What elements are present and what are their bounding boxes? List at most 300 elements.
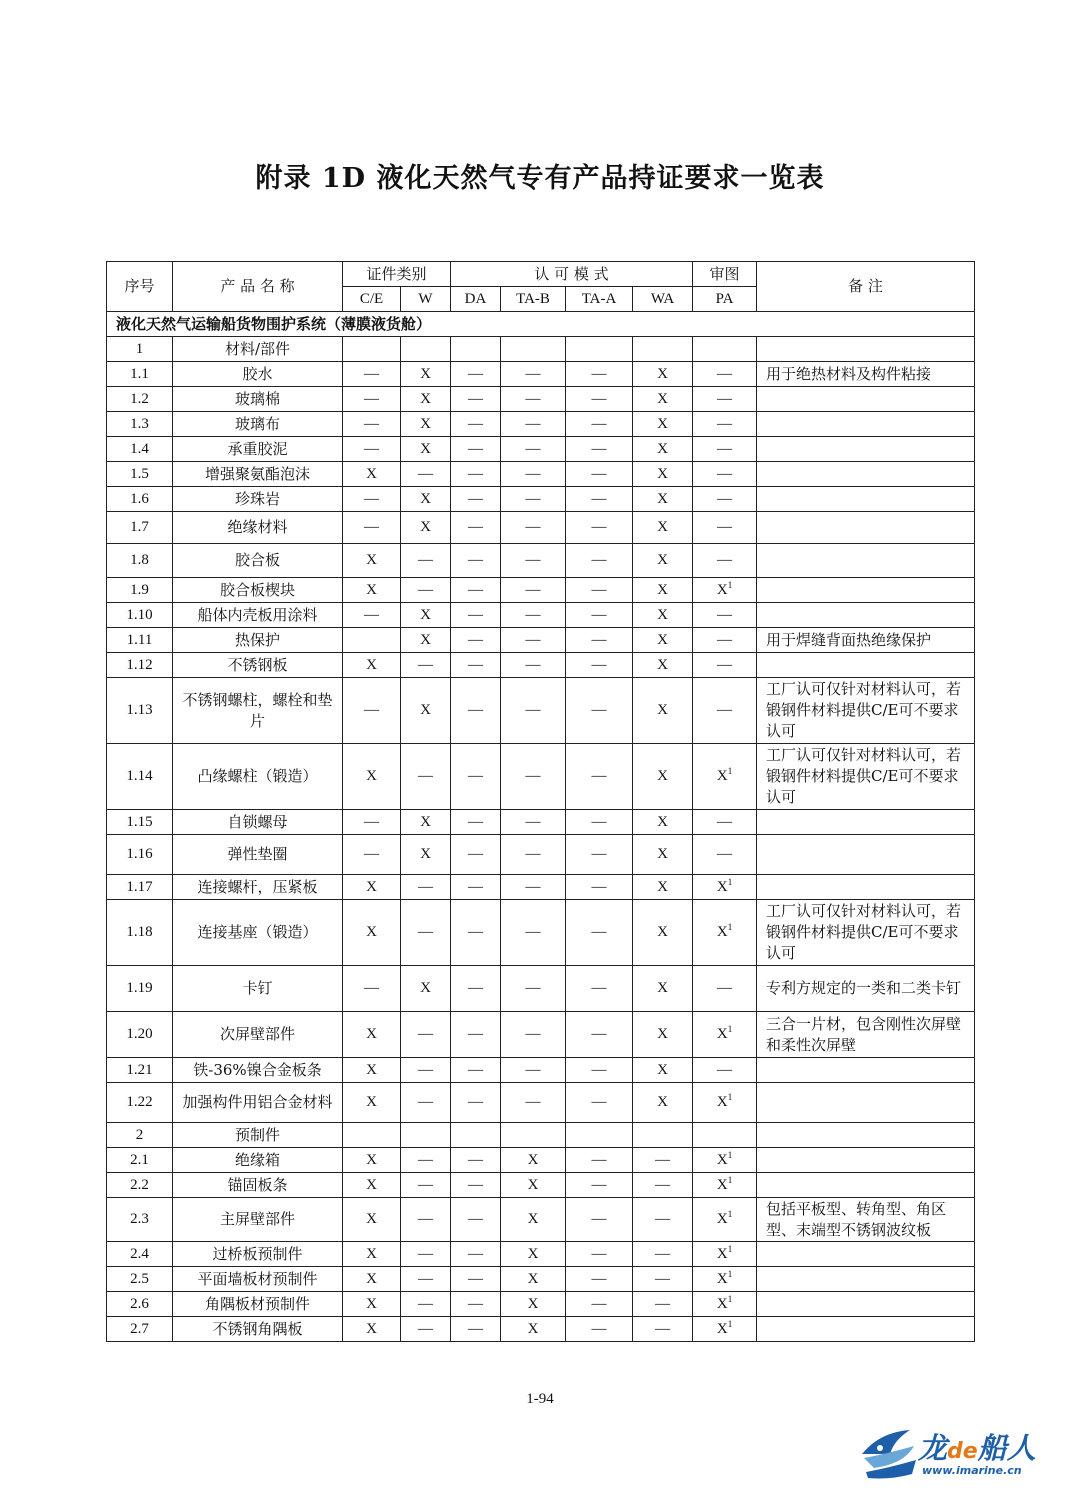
cell-taa: —: [566, 900, 633, 966]
cell-taa: —: [566, 603, 633, 628]
remarks-cell: [757, 512, 975, 544]
product-name: 铁-36%镍合金板条: [173, 1058, 343, 1083]
cell-pa: —: [693, 678, 757, 744]
section-title: 液化天然气运输船货物围护系统（薄膜液货舱）: [107, 312, 975, 337]
table-row: [107, 603, 975, 628]
row-number: 1.16: [107, 835, 173, 875]
product-name: 锚固板条: [173, 1173, 343, 1198]
cell-w: —: [401, 744, 451, 810]
row-number: 1.5: [107, 462, 173, 487]
cell-da: —: [451, 544, 501, 578]
remarks-cell: 工厂认可仅针对材料认可，若锻钢件材料提供C/E可不要求认可: [757, 900, 975, 966]
cell-da: —: [451, 653, 501, 678]
remarks-cell: [757, 487, 975, 512]
table-row: [107, 1012, 975, 1058]
cell-pa: —: [693, 487, 757, 512]
cell-pa: —: [693, 544, 757, 578]
cell-w: —: [401, 1173, 451, 1198]
cell-ce: X: [343, 875, 401, 900]
cell-wa: X: [633, 362, 693, 387]
row-number: 1.22: [107, 1083, 173, 1123]
cell-w: —: [401, 1148, 451, 1173]
footnote-mark: 1: [727, 1174, 733, 1185]
table-row: [107, 744, 975, 810]
cell-taa: —: [566, 462, 633, 487]
cell-tab: X: [501, 1267, 566, 1292]
cell-pa: $X^1$: [693, 578, 757, 603]
cell-ce: [343, 628, 401, 653]
cell-pa: —: [693, 966, 757, 1012]
cell-pa: —: [693, 512, 757, 544]
cell-taa: —: [566, 487, 633, 512]
table-row: [107, 1198, 975, 1242]
table-row: [107, 966, 975, 1012]
cell-da: —: [451, 1083, 501, 1123]
row-number: 1.17: [107, 875, 173, 900]
cell-tab: —: [501, 744, 566, 810]
cell-taa: —: [566, 544, 633, 578]
cell-tab: [501, 337, 566, 362]
row-number: 1.1: [107, 362, 173, 387]
table-row: [107, 462, 975, 487]
cell-ce: —: [343, 362, 401, 387]
cell-da: —: [451, 966, 501, 1012]
product-name: 连接螺杆，压紧板: [173, 875, 343, 900]
cell-da: —: [451, 603, 501, 628]
footnote-mark: 1: [727, 579, 733, 590]
logo-text: 龙de船人: [918, 1431, 1036, 1465]
row-number: 2.2: [107, 1173, 173, 1198]
cell-tab: X: [501, 1242, 566, 1267]
cell-da: —: [451, 362, 501, 387]
table-row: [107, 362, 975, 387]
cell-pa: —: [693, 810, 757, 835]
cell-ce: —: [343, 966, 401, 1012]
table-row: [107, 387, 975, 412]
product-name: 凸缘螺柱（锻造）: [173, 744, 343, 810]
cell-tab: —: [501, 900, 566, 966]
product-name: 胶合板: [173, 544, 343, 578]
cell-w: —: [401, 1012, 451, 1058]
cell-wa: X: [633, 653, 693, 678]
cell-w: X: [401, 512, 451, 544]
cell-w: X: [401, 835, 451, 875]
cell-w: X: [401, 966, 451, 1012]
row-number: 1.2: [107, 387, 173, 412]
product-name: 船体内壳板用涂料: [173, 603, 343, 628]
cell-da: —: [451, 462, 501, 487]
cell-da: —: [451, 900, 501, 966]
remarks-cell: 用于绝热材料及构件粘接: [757, 362, 975, 387]
cell-wa: X: [633, 1083, 693, 1123]
cell-da: —: [451, 1242, 501, 1267]
cell-wa: X: [633, 387, 693, 412]
row-number: 1.3: [107, 412, 173, 437]
cell-w: —: [401, 544, 451, 578]
cell-pa: —: [693, 362, 757, 387]
remarks-cell: [757, 1058, 975, 1083]
row-number: 1.21: [107, 1058, 173, 1083]
header-review: 审图: [693, 262, 757, 287]
remarks-cell: [757, 578, 975, 603]
cell-pa: —: [693, 462, 757, 487]
group-row: [107, 337, 975, 362]
cell-ce: X: [343, 1267, 401, 1292]
cell-taa: —: [566, 437, 633, 462]
cell-tab: —: [501, 462, 566, 487]
cell-pa: $X^1$: [693, 1198, 757, 1242]
cell-taa: —: [566, 362, 633, 387]
cell-pa: $X^1$: [693, 744, 757, 810]
product-name: 玻璃棉: [173, 387, 343, 412]
header-name: 产 品 名 称: [173, 262, 343, 312]
row-number: 1.10: [107, 603, 173, 628]
cell-taa: —: [566, 1292, 633, 1317]
row-number: 2.4: [107, 1242, 173, 1267]
table-row: [107, 437, 975, 462]
cell-tab: —: [501, 512, 566, 544]
cell-wa: —: [633, 1173, 693, 1198]
product-name: 胶水: [173, 362, 343, 387]
cell-w: X: [401, 810, 451, 835]
remarks-cell: 工厂认可仅针对材料认可，若锻钢件材料提供C/E可不要求认可: [757, 678, 975, 744]
cell-tab: —: [501, 875, 566, 900]
cell-taa: —: [566, 835, 633, 875]
cell-wa: X: [633, 966, 693, 1012]
cell-da: —: [451, 678, 501, 744]
cell-wa: X: [633, 437, 693, 462]
cell-taa: —: [566, 1058, 633, 1083]
cell-pa: —: [693, 653, 757, 678]
cell-wa: —: [633, 1267, 693, 1292]
footnote-mark: 1: [727, 766, 733, 776]
cell-tab: —: [501, 487, 566, 512]
cell-taa: —: [566, 1083, 633, 1123]
cell-w: —: [401, 1058, 451, 1083]
cell-da: —: [451, 387, 501, 412]
site-logo: [860, 1424, 1060, 1484]
cell-ce: X: [343, 1012, 401, 1058]
table-row: [107, 578, 975, 603]
product-name: 珍珠岩: [173, 487, 343, 512]
cell-w: X: [401, 362, 451, 387]
table-row: [107, 1267, 975, 1292]
cell-pa: —: [693, 603, 757, 628]
header-sub-tab: TA-B: [501, 287, 566, 312]
cell-taa: —: [566, 1198, 633, 1242]
cell-w: —: [401, 1267, 451, 1292]
remarks-cell: [757, 462, 975, 487]
header-remarks: 备 注: [757, 262, 975, 312]
product-name: 材料/部件: [173, 337, 343, 362]
product-name: 不锈钢螺柱，螺栓和垫片: [173, 678, 343, 744]
cell-taa: —: [566, 1012, 633, 1058]
cell-ce: X: [343, 1292, 401, 1317]
product-name: 增强聚氨酯泡沫: [173, 462, 343, 487]
cell-ce: X: [343, 544, 401, 578]
cell-pa: $X^1$: [693, 900, 757, 966]
row-number: 1.9: [107, 578, 173, 603]
remarks-cell: [757, 544, 975, 578]
cell-tab: —: [501, 578, 566, 603]
header-sub-taa: TA-A: [566, 287, 633, 312]
remarks-cell: [757, 387, 975, 412]
row-number: 1.19: [107, 966, 173, 1012]
cell-ce: X: [343, 578, 401, 603]
remarks-cell: [757, 412, 975, 437]
table-row: [107, 1292, 975, 1317]
row-number: 2.3: [107, 1198, 173, 1242]
row-number: 2.7: [107, 1317, 173, 1342]
table-row: [107, 900, 975, 966]
cell-pa: [693, 337, 757, 362]
cell-w: —: [401, 1317, 451, 1342]
product-name: 热保护: [173, 628, 343, 653]
logo-url: www.imarine.cn: [922, 1464, 1022, 1477]
product-name: 承重胶泥: [173, 437, 343, 462]
cell-wa: —: [633, 1317, 693, 1342]
remarks-cell: [757, 835, 975, 875]
product-name: 卡钉: [173, 966, 343, 1012]
cell-w: —: [401, 653, 451, 678]
footnote-mark: 1: [727, 1149, 733, 1160]
table-row: [107, 875, 975, 900]
cell-taa: —: [566, 628, 633, 653]
cell-wa: —: [633, 1148, 693, 1173]
remarks-cell: [757, 1083, 975, 1123]
table-row: [107, 412, 975, 437]
cell-da: —: [451, 437, 501, 462]
cell-tab: —: [501, 544, 566, 578]
cell-w: —: [401, 875, 451, 900]
cell-w: X: [401, 603, 451, 628]
product-name: 胶合板楔块: [173, 578, 343, 603]
cell-tab: —: [501, 1083, 566, 1123]
cell-da: —: [451, 1198, 501, 1242]
cell-ce: X: [343, 900, 401, 966]
remarks-cell: [757, 1317, 975, 1342]
cell-ce: —: [343, 487, 401, 512]
header-sub-pa: PA: [693, 287, 757, 312]
cell-tab: —: [501, 1012, 566, 1058]
table-row: [107, 1317, 975, 1342]
row-number: 2.5: [107, 1267, 173, 1292]
header-sub-wa: WA: [633, 287, 693, 312]
row-number: 1.15: [107, 810, 173, 835]
cell-pa: $X^1$: [693, 1012, 757, 1058]
footnote-mark: 1: [727, 922, 733, 932]
remarks-cell: [757, 1267, 975, 1292]
table-row: [107, 487, 975, 512]
cell-ce: X: [343, 1083, 401, 1123]
product-name: 主屏壁部件: [173, 1198, 343, 1242]
row-number: 1.4: [107, 437, 173, 462]
cell-pa: —: [693, 437, 757, 462]
cell-tab: X: [501, 1317, 566, 1342]
header-cert-type: 证件类别: [343, 262, 451, 287]
cell-wa: X: [633, 1058, 693, 1083]
cell-wa: X: [633, 810, 693, 835]
cell-wa: —: [633, 1292, 693, 1317]
cell-w: —: [401, 1198, 451, 1242]
product-name: 自锁螺母: [173, 810, 343, 835]
row-number: 1.13: [107, 678, 173, 744]
cell-tab: —: [501, 628, 566, 653]
cell-wa: —: [633, 1198, 693, 1242]
cell-ce: X: [343, 1242, 401, 1267]
header-seq: 序号: [107, 262, 173, 312]
product-name: 玻璃布: [173, 412, 343, 437]
table-row: [107, 1173, 975, 1198]
header-mode: 认 可 模 式: [451, 262, 693, 287]
remarks-cell: [757, 437, 975, 462]
header-sub-w: W: [401, 287, 451, 312]
product-name: 预制件: [173, 1123, 343, 1148]
cell-w: X: [401, 678, 451, 744]
footnote-mark: 1: [727, 1209, 733, 1219]
cell-tab: —: [501, 678, 566, 744]
row-number: 1.6: [107, 487, 173, 512]
cell-w: —: [401, 1292, 451, 1317]
product-name: 加强构件用铝合金材料: [173, 1083, 343, 1123]
cell-pa: —: [693, 835, 757, 875]
row-number: 2.6: [107, 1292, 173, 1317]
cell-ce: X: [343, 462, 401, 487]
remarks-cell: [757, 1148, 975, 1173]
cell-da: —: [451, 1267, 501, 1292]
cell-da: —: [451, 744, 501, 810]
cell-taa: —: [566, 387, 633, 412]
remarks-cell: 专利方规定的一类和二类卡钉: [757, 966, 975, 1012]
cell-wa: X: [633, 678, 693, 744]
cell-wa: X: [633, 628, 693, 653]
cell-tab: —: [501, 362, 566, 387]
cell-wa: X: [633, 462, 693, 487]
row-number: 2.1: [107, 1148, 173, 1173]
cell-wa: X: [633, 900, 693, 966]
cell-tab: [501, 1123, 566, 1148]
table-row: [107, 1058, 975, 1083]
cell-ce: X: [343, 744, 401, 810]
cell-ce: —: [343, 387, 401, 412]
cell-w: —: [401, 462, 451, 487]
cell-tab: —: [501, 603, 566, 628]
cell-taa: [566, 1123, 633, 1148]
table-row: [107, 1242, 975, 1267]
cell-da: —: [451, 1058, 501, 1083]
product-name: 绝缘箱: [173, 1148, 343, 1173]
cell-wa: [633, 1123, 693, 1148]
cell-wa: X: [633, 487, 693, 512]
remarks-cell: [757, 810, 975, 835]
product-name: 平面墙板材预制件: [173, 1267, 343, 1292]
footnote-mark: 1: [727, 1092, 733, 1102]
product-name: 过桥板预制件: [173, 1242, 343, 1267]
cell-ce: —: [343, 835, 401, 875]
cell-w: X: [401, 628, 451, 653]
header-sub-da: DA: [451, 287, 501, 312]
product-name: 次屏壁部件: [173, 1012, 343, 1058]
cell-tab: X: [501, 1292, 566, 1317]
cell-tab: —: [501, 1058, 566, 1083]
remarks-cell: [757, 875, 975, 900]
table-row: [107, 1148, 975, 1173]
cell-wa: X: [633, 835, 693, 875]
cell-taa: —: [566, 1317, 633, 1342]
cell-pa: $X^1$: [693, 1173, 757, 1198]
product-name: 绝缘材料: [173, 512, 343, 544]
cell-da: —: [451, 512, 501, 544]
product-name: 角隅板材预制件: [173, 1292, 343, 1317]
cell-pa: $X^1$: [693, 1267, 757, 1292]
cell-taa: —: [566, 653, 633, 678]
cell-taa: —: [566, 1242, 633, 1267]
cell-pa: [693, 1123, 757, 1148]
header-sub-ce: C/E: [343, 287, 401, 312]
row-number: 1.14: [107, 744, 173, 810]
table-row: [107, 512, 975, 544]
cell-da: —: [451, 1173, 501, 1198]
cell-ce: —: [343, 512, 401, 544]
cell-ce: —: [343, 678, 401, 744]
cell-da: —: [451, 810, 501, 835]
row-number: 1.12: [107, 653, 173, 678]
cell-tab: X: [501, 1148, 566, 1173]
product-name: 弹性垫圈: [173, 835, 343, 875]
remarks-cell: [757, 653, 975, 678]
row-number: 1: [107, 337, 173, 362]
cell-pa: —: [693, 387, 757, 412]
remarks-cell: 包括平板型、转角型、角区型、末端型不锈钢波纹板: [757, 1198, 975, 1242]
table-row: [107, 835, 975, 875]
product-name: 不锈钢角隅板: [173, 1317, 343, 1342]
cell-pa: $X^1$: [693, 1292, 757, 1317]
table-row: [107, 653, 975, 678]
footnote-mark: 1: [727, 876, 733, 887]
cell-wa: [633, 337, 693, 362]
cell-taa: —: [566, 412, 633, 437]
cell-ce: X: [343, 1317, 401, 1342]
cell-wa: X: [633, 544, 693, 578]
certification-table: [106, 261, 975, 1342]
page-title: 附录 1D 液化天然气专有产品持证要求一览表: [255, 163, 825, 194]
cell-ce: X: [343, 653, 401, 678]
cell-wa: X: [633, 603, 693, 628]
footnote-mark: 1: [727, 1268, 733, 1279]
cell-pa: —: [693, 412, 757, 437]
cell-taa: —: [566, 678, 633, 744]
cell-w: X: [401, 487, 451, 512]
cell-taa: —: [566, 1148, 633, 1173]
cell-tab: X: [501, 1198, 566, 1242]
cell-da: —: [451, 1317, 501, 1342]
footnote-mark: 1: [727, 1024, 733, 1034]
cell-pa: $X^1$: [693, 1242, 757, 1267]
footnote-mark: 1: [727, 1243, 733, 1254]
cell-ce: X: [343, 1058, 401, 1083]
cell-w: [401, 337, 451, 362]
row-number: 2: [107, 1123, 173, 1148]
cell-tab: —: [501, 966, 566, 1012]
cell-tab: —: [501, 412, 566, 437]
cell-da: —: [451, 1292, 501, 1317]
cell-taa: —: [566, 810, 633, 835]
cell-ce: X: [343, 1198, 401, 1242]
cell-w: —: [401, 1083, 451, 1123]
row-number: 1.7: [107, 512, 173, 544]
cell-wa: X: [633, 744, 693, 810]
remarks-cell: [757, 1173, 975, 1198]
